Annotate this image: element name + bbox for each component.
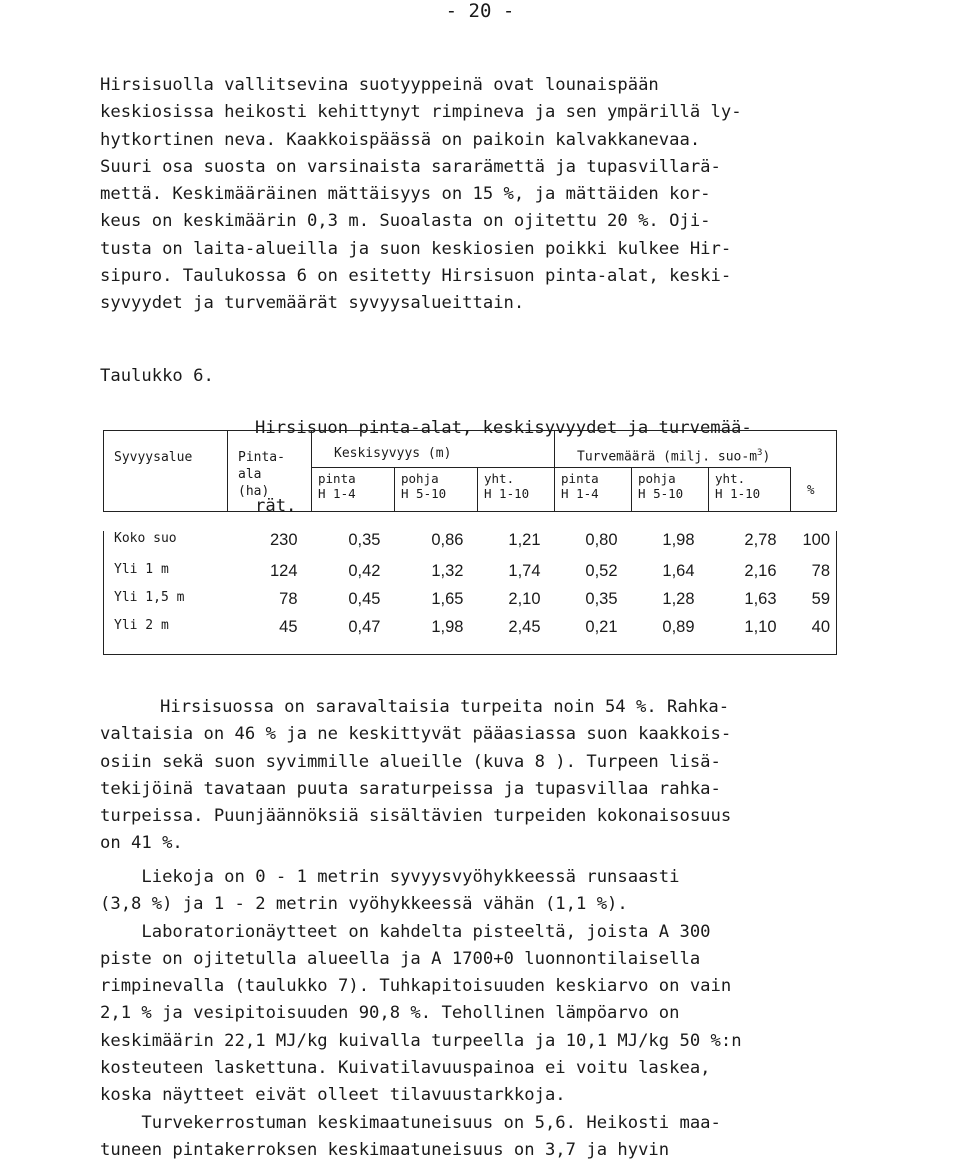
cell-t-pohja: 1,98 <box>662 531 695 549</box>
text-line: keskimäärin 22,1 MJ/kg kuivalla turpeella ja 10,1 MJ/kg 50 %:n <box>100 1030 742 1051</box>
subheader-t-pinta <box>555 468 632 512</box>
text-line: kosteuteen laskettuna. Kuivatilavuuspainoa ei voitu laskea, <box>100 1058 711 1079</box>
text-line: piste on ojitetulla alueella ja A 1700+0 luonnontilaisella <box>100 948 701 969</box>
cell-t-yht: 1,63 <box>744 590 777 608</box>
header-text: H 5-10 <box>638 486 684 501</box>
subheader-k-pinta <box>312 468 395 512</box>
header-text: H 5-10 <box>401 486 447 501</box>
text-line: keskiosissa heikosti kehittynyt rimpineva ja sen ympärillä ly- <box>100 102 742 123</box>
table-caption-line: Hirsisuon pinta-alat, keskisyvyydet ja turvemää- <box>255 418 752 438</box>
paragraph-peat-types <box>100 694 860 858</box>
header-turvemaara <box>555 431 837 468</box>
text-line: keus on keskimäärin 0,3 m. Suoalasta on ojitettu 20 %. Oji- <box>100 211 711 232</box>
table-row <box>104 590 837 618</box>
cell-t-yht: 2,16 <box>744 562 777 580</box>
table-caption-number: Taulukko 6. <box>100 366 214 386</box>
text-line: tusta on laita-alueilla ja suon keskiosien poikki kulkee Hir- <box>100 238 732 259</box>
text-line: Laboratorionäytteet on kahdelta pisteeltä, joista A 300 <box>100 921 711 942</box>
header-text: H 1-10 <box>484 486 530 501</box>
text-line: Turvekerrostuman keskimaatuneisuus on 5,6. Heikosti maa- <box>100 1112 721 1133</box>
table-row <box>104 531 837 562</box>
text-line: Liekoja on 0 - 1 metrin syvyysvyöhykkeessä runsaasti <box>100 867 680 887</box>
header-text: ) <box>762 449 771 465</box>
row-label: Koko suo <box>104 531 228 562</box>
table-spacer <box>104 512 837 532</box>
subheader-k-pohja <box>395 468 478 512</box>
table-row <box>104 618 837 654</box>
header-keskisyvyys: Keskisyvyys (m) <box>312 431 555 468</box>
subheader-k-yht <box>478 468 555 512</box>
text-line: Hirsisuossa on saravaltaisia turpeita noin 54 %. Rahka- <box>160 697 730 717</box>
row-label: Yli 1 m <box>104 562 228 590</box>
cell-percent: 40 <box>791 618 837 654</box>
cell-t-pohja: 0,89 <box>632 618 709 654</box>
text-line: Suuri osa suosta on varsinaista sararämettä ja tupasvillarä- <box>100 156 721 177</box>
row-label: Yli 1,5 m <box>104 590 228 618</box>
paragraph-intro <box>100 72 860 318</box>
header-text: yht. <box>484 471 515 486</box>
header-text: Turvemäärä (milj. suo-m <box>577 449 758 465</box>
text-line: 2,1 % ja vesipitoisuuden 90,8 %. Tehollinen lämpöarvo on <box>100 1003 680 1024</box>
cell-k-pinta: 0,45 <box>348 590 381 608</box>
header-text: Pinta- <box>238 450 285 465</box>
header-text: H 1-4 <box>318 486 356 501</box>
header-percent: % <box>791 468 837 512</box>
cell-t-pohja: 1,64 <box>662 562 695 580</box>
cell-t-pinta: 0,80 <box>585 531 618 549</box>
text-line: on 41 %. <box>100 833 183 854</box>
cell-ala: 45 <box>228 618 312 654</box>
header-text: yht. <box>715 471 746 486</box>
header-text: pohja <box>401 471 439 486</box>
cell-k-pohja: 0,86 <box>431 531 464 549</box>
header-text: H 1-4 <box>561 486 599 501</box>
cell-percent: 59 <box>791 590 837 618</box>
cell-percent: 100 <box>791 531 837 562</box>
cell-k-yht: 2,10 <box>508 590 541 608</box>
page-number: - 20 - <box>445 0 515 22</box>
cell-k-yht: 1,21 <box>508 531 541 549</box>
text-line: hytkortinen neva. Kaakkoispäässä on paikoin kalvakkanevaa. <box>100 129 701 150</box>
cell-k-yht: 1,74 <box>508 562 541 580</box>
cell-t-yht: 2,78 <box>744 531 777 549</box>
table-row <box>104 562 837 590</box>
cell-t-pinta: 0,21 <box>555 618 632 654</box>
cell-ala: 124 <box>269 562 298 580</box>
header-pinta-ala <box>228 431 312 512</box>
cell-t-yht: 1,10 <box>709 618 791 654</box>
text-line: syvyydet ja turvemäärät syvyysalueittain. <box>100 293 525 314</box>
text-line: koska näytteet eivät olleet tilavuustarkkoja. <box>100 1085 566 1106</box>
cell-k-pohja: 1,98 <box>395 618 478 654</box>
text-line: turpeissa. Puunjäännöksiä sisältävien turpeiden kokonaisosuus <box>100 806 732 827</box>
text-line: sipuro. Taulukossa 6 on esitetty Hirsisuon pinta-alat, keski- <box>100 266 732 287</box>
header-syvyysalue: Syvyysalue <box>104 431 228 512</box>
text-line: tekijöinä tavataan puuta saraturpeissa ja tupasvillaa rahka- <box>100 778 721 799</box>
text-line: tuneen pintakerroksen keskimaatuneisuus on 3,7 ja hyvin <box>100 1139 670 1160</box>
cell-k-yht: 2,45 <box>478 618 555 654</box>
data-table <box>103 430 837 655</box>
text-line: mettä. Keskimääräinen mättäisyys on 15 %, ja mättäiden kor- <box>100 184 711 205</box>
cell-k-pohja: 1,65 <box>431 590 464 608</box>
text-line: osiin sekä suon syvimmille alueille (kuva 8 ). Turpeen lisä- <box>100 751 721 772</box>
row-label: Yli 2 m <box>104 618 228 654</box>
cell-percent: 78 <box>791 562 837 590</box>
table-caption-line: rät. <box>255 496 297 516</box>
cell-t-pinta: 0,35 <box>585 590 618 608</box>
cell-ala: 230 <box>269 531 298 549</box>
cell-k-pinta: 0,47 <box>312 618 395 654</box>
text-line: Hirsisuolla vallitsevina suotyyppeinä ovat lounaispään <box>100 75 659 95</box>
cell-k-pinta: 0,35 <box>348 531 381 549</box>
header-text: ala <box>238 467 262 482</box>
header-superscript: 3 <box>757 448 763 458</box>
cell-t-pinta: 0,52 <box>585 562 618 580</box>
header-text: pohja <box>638 471 676 486</box>
subheader-t-pohja <box>632 468 709 512</box>
subheader-t-yht <box>709 468 791 512</box>
header-text: H 1-10 <box>715 486 761 501</box>
cell-ala: 78 <box>279 590 298 608</box>
text-line: valtaisia on 46 % ja ne keskittyvät pääasiassa suon kaakkois- <box>100 724 732 745</box>
header-text: (ha) <box>238 484 270 499</box>
header-text: pinta <box>318 471 356 486</box>
text-line: rimpinevalla (taulukko 7). Tuhkapitoisuuden keskiarvo on vain <box>100 976 732 997</box>
header-text: pinta <box>561 471 599 486</box>
cell-k-pohja: 1,32 <box>431 562 464 580</box>
cell-t-pohja: 1,28 <box>662 590 695 608</box>
cell-k-pinta: 0,42 <box>348 562 381 580</box>
paragraph-analysis <box>100 864 860 1164</box>
text-line: (3,8 %) ja 1 - 2 metrin vyöhykkeessä vähän (1,1 %). <box>100 894 628 915</box>
